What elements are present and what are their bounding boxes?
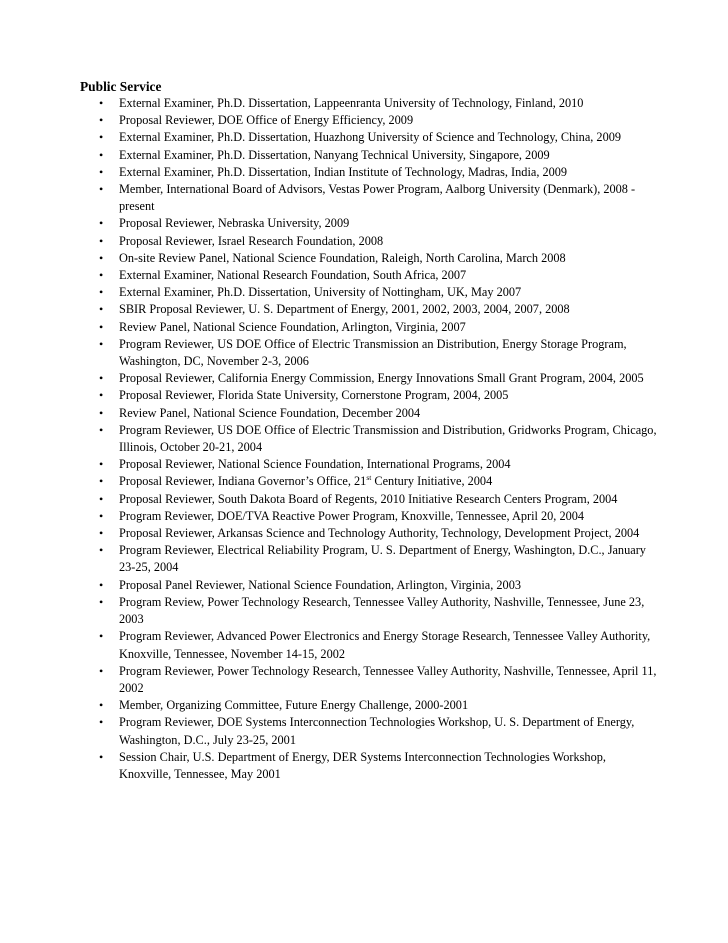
list-item-text: SBIR Proposal Reviewer, U. S. Department of Energy, 2001, 2002, 2003, 2004, 2007, 2008 [119, 302, 570, 317]
list-item-text: Proposal Reviewer, California Energy Commission, Energy Innovations Small Grant Program, 2004, 2005 [119, 371, 644, 386]
public-service-section [80, 78, 660, 783]
list-item [80, 233, 660, 250]
bullet-icon: • [99, 422, 104, 437]
ordinal-superscript: st [366, 473, 372, 483]
list-item [80, 577, 660, 594]
bullet-icon: • [99, 182, 104, 197]
list-item-text: Program Reviewer, Advanced Power Electronics and Energy Storage Research, Tennessee Valley Authority, Knoxville, Tennessee, November 14-15, 2002 [119, 629, 651, 661]
bullet-icon: • [99, 250, 104, 265]
list-item [80, 663, 660, 697]
section-heading: Public Service [80, 79, 162, 94]
bullet-icon: • [99, 405, 104, 420]
list-item-text: Proposal Reviewer, National Science Foundation, International Programs, 2004 [119, 457, 511, 472]
list-item [80, 164, 660, 181]
list-item-text: Session Chair, U.S. Department of Energy, DER Systems Interconnection Technologies Workshop, Knoxville, Tennessee, May 2001 [119, 749, 606, 781]
list-item-text: Proposal Reviewer, South Dakota Board of Regents, 2010 Initiative Research Centers Program, 2004 [119, 491, 618, 506]
list-item-text: Proposal Reviewer, Israel Research Foundation, 2008 [119, 233, 384, 248]
list-item [80, 749, 660, 783]
list-item-text: Proposal Reviewer, DOE Office of Energy Efficiency, 2009 [119, 113, 414, 128]
list-item-text: Member, Organizing Committee, Future Energy Challenge, 2000-2001 [119, 698, 469, 713]
list-item [80, 250, 660, 267]
bullet-icon: • [99, 543, 104, 558]
bullet-icon: • [99, 302, 104, 317]
list-item-text: Member, International Board of Advisors, Vestas Power Program, Aalborg University (Denmark), 2008 - present [119, 182, 636, 214]
list-item-text: Proposal Reviewer, Florida State University, Cornerstone Program, 2004, 2005 [119, 388, 509, 403]
list-item-text: Program Reviewer, US DOE Office of Electric Transmission an Distribution, Energy Storage Program, Washington, DC, November 2-3, 2006 [119, 336, 627, 369]
list-item-text: Program Reviewer, DOE Systems Interconnection Technologies Workshop, U. S. Department of Energy, Washington, D.C., July 23-25, 2001 [119, 715, 635, 747]
list-item [80, 473, 660, 490]
list-item-text: External Examiner, Ph.D. Dissertation, Huazhong University of Science and Technology, China, 2009 [119, 130, 622, 145]
list-item-text: Proposal Reviewer, Arkansas Science and Technology Authority, Technology, Development Project, 2004 [119, 526, 640, 541]
bullet-icon: • [99, 285, 104, 300]
list-item-text: Program Reviewer, Power Technology Research, Tennessee Valley Authority, Nashville, Tennessee, April 11, 2002 [119, 663, 657, 695]
list-item [80, 181, 660, 215]
bullet-icon: • [99, 629, 104, 644]
list-item [80, 284, 660, 301]
list-item [80, 422, 660, 456]
list-item [80, 147, 660, 164]
list-item-text: External Examiner, Ph.D. Dissertation, Lappeenranta University of Technology, Finland, 2010 [119, 96, 584, 110]
list-item-text: Review Panel, National Science Foundation, Arlington, Virginia, 2007 [119, 319, 466, 334]
list-item [80, 405, 660, 422]
bullet-icon: • [99, 526, 104, 541]
bullet-icon: • [99, 491, 104, 506]
bullet-icon: • [99, 508, 104, 523]
list-item [80, 628, 660, 662]
bullet-icon: • [99, 130, 104, 145]
list-item [80, 594, 660, 628]
list-item [80, 508, 660, 525]
bullet-icon: • [99, 594, 104, 609]
list-item [80, 267, 660, 284]
bullet-icon: • [99, 233, 104, 248]
list-item-text: Program Reviewer, US DOE Office of Electric Transmission and Distribution, Gridworks Program, Chicago, Illinois, October 20-21, 2004 [119, 422, 657, 455]
list-item-text: Program Reviewer, DOE/TVA Reactive Power Program, Knoxville, Tennessee, April 20, 2004 [119, 508, 585, 523]
list-item [80, 319, 660, 336]
list-item-text: External Examiner, Ph.D. Dissertation, Indian Institute of Technology, Madras, India, 2009 [119, 164, 568, 179]
bullet-icon: • [99, 319, 104, 334]
list-item-text: Program Review, Power Technology Research, Tennessee Valley Authority, Nashville, Tennessee, June 23, 2003 [119, 594, 645, 627]
bullet-icon: • [99, 457, 104, 472]
list-item [80, 525, 660, 542]
bullet-icon: • [99, 474, 104, 489]
list-item-text: Review Panel, National Science Foundation, December 2004 [119, 405, 421, 420]
list-item [80, 491, 660, 508]
bullet-icon: • [99, 268, 104, 283]
public-service-list [80, 95, 660, 783]
bullet-icon: • [99, 715, 104, 730]
bullet-icon: • [99, 663, 104, 678]
bullet-icon: • [99, 216, 104, 231]
list-item-text: Program Reviewer, Electrical Reliability Program, U. S. Department of Energy, Washington, D.C., January 23-25, 2004 [119, 543, 646, 575]
list-item-text: Proposal Panel Reviewer, National Science Foundation, Arlington, Virginia, 2003 [119, 577, 522, 592]
list-item [80, 387, 660, 404]
list-item [80, 129, 660, 146]
list-item [80, 336, 660, 370]
list-item [80, 301, 660, 318]
list-item [80, 112, 660, 129]
bullet-icon: • [99, 113, 104, 128]
list-item [80, 697, 660, 714]
bullet-icon: • [99, 336, 104, 351]
list-item-text: External Examiner, Ph.D. Dissertation, University of Nottingham, UK, May 2007 [119, 285, 522, 300]
bullet-icon: • [99, 749, 104, 764]
list-item-text: External Examiner, National Research Foundation, South Africa, 2007 [119, 268, 467, 283]
list-item-text: Century Initiative, 2004 [371, 474, 493, 489]
bullet-icon: • [99, 577, 104, 592]
bullet-icon: • [99, 698, 104, 713]
bullet-icon: • [99, 147, 104, 162]
list-item-text: Proposal Reviewer, Indiana Governor’s Office, 21 [119, 474, 367, 489]
list-item-text: Proposal Reviewer, Nebraska University, 2009 [119, 216, 350, 231]
bullet-icon: • [99, 164, 104, 179]
list-item [80, 456, 660, 473]
list-item [80, 215, 660, 232]
list-item-text: External Examiner, Ph.D. Dissertation, Nanyang Technical University, Singapore, 2009 [119, 147, 550, 162]
list-item-text: On-site Review Panel, National Science Foundation, Raleigh, North Carolina, March 2008 [119, 250, 566, 265]
bullet-icon: • [99, 96, 104, 110]
bullet-icon: • [99, 371, 104, 386]
list-item [80, 370, 660, 387]
list-item [80, 714, 660, 748]
list-item [80, 95, 660, 112]
list-item [80, 542, 660, 576]
bullet-icon: • [99, 388, 104, 403]
